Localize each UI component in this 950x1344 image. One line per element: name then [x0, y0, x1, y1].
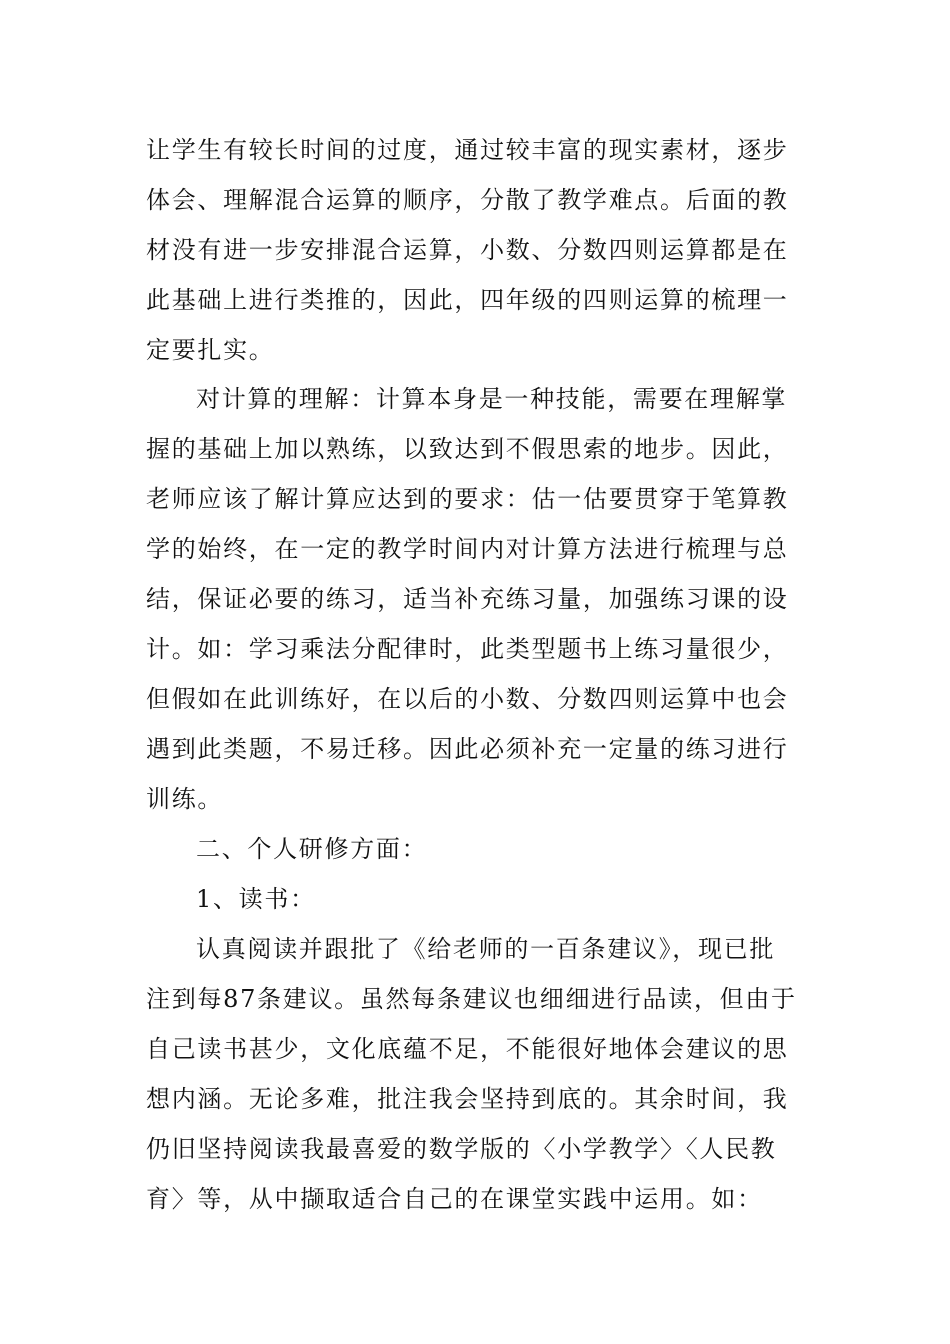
section-heading: 二、个人研修方面： [196, 835, 428, 863]
paragraph-line: 仍旧坚持阅读我最喜爱的数学版的〈小学教学〉〈人民教 [146, 1135, 777, 1163]
paragraph-line: 育〉等，从中撷取适合自己的在课堂实践中运用。如： [146, 1185, 763, 1213]
paragraph-first-line: 认真阅读并跟批了《给老师的一百条建议》，现已批 [196, 935, 776, 963]
paragraph-line: 注到每87条建议。虽然每条建议也细细进行品读，但由于 [146, 985, 797, 1013]
paragraph-line: 此基础上进行类推的，因此，四年级的四则运算的梳理一 [146, 286, 789, 314]
paragraph-first-line: 对计算的理解：计算本身是一种技能，需要在理解掌 [196, 385, 788, 413]
paragraph-line: 握的基础上加以熟练，以致达到不假思索的地步。因此， [146, 435, 789, 463]
paragraph-line: 让学生有较长时间的过度，通过较丰富的现实素材，逐步 [146, 136, 789, 164]
paragraph-line: 材没有进一步安排混合运算，小数、分数四则运算都是在 [146, 236, 789, 264]
paragraph-line: 体会、理解混合运算的顺序，分散了教学难点。后面的教 [146, 186, 789, 214]
paragraph-line: 但假如在此训练好，在以后的小数、分数四则运算中也会 [146, 685, 789, 713]
paragraph-line: 定要扎实。 [146, 336, 275, 364]
paragraph-line: 训练。 [146, 785, 224, 813]
paragraph-line: 自己读书甚少，文化底蕴不足，不能很好地体会建议的思 [146, 1035, 789, 1063]
paragraph-line: 结，保证必要的练习，适当补充练习量，加强练习课的设 [146, 585, 789, 613]
paragraph-line: 学的始终，在一定的教学时间内对计算方法进行梳理与总 [146, 535, 789, 563]
paragraph-line: 遇到此类题，不易迁移。因此必须补充一定量的练习进行 [146, 735, 789, 763]
paragraph-line: 计。如：学习乘法分配律时，此类型题书上练习量很少， [146, 635, 789, 663]
subsection-heading: 1、读书： [196, 885, 316, 913]
paragraph-line: 老师应该了解计算应达到的要求：估一估要贯穿于笔算教 [146, 485, 789, 513]
paragraph-line: 想内涵。无论多难，批注我会坚持到底的。其余时间，我 [146, 1085, 789, 1113]
